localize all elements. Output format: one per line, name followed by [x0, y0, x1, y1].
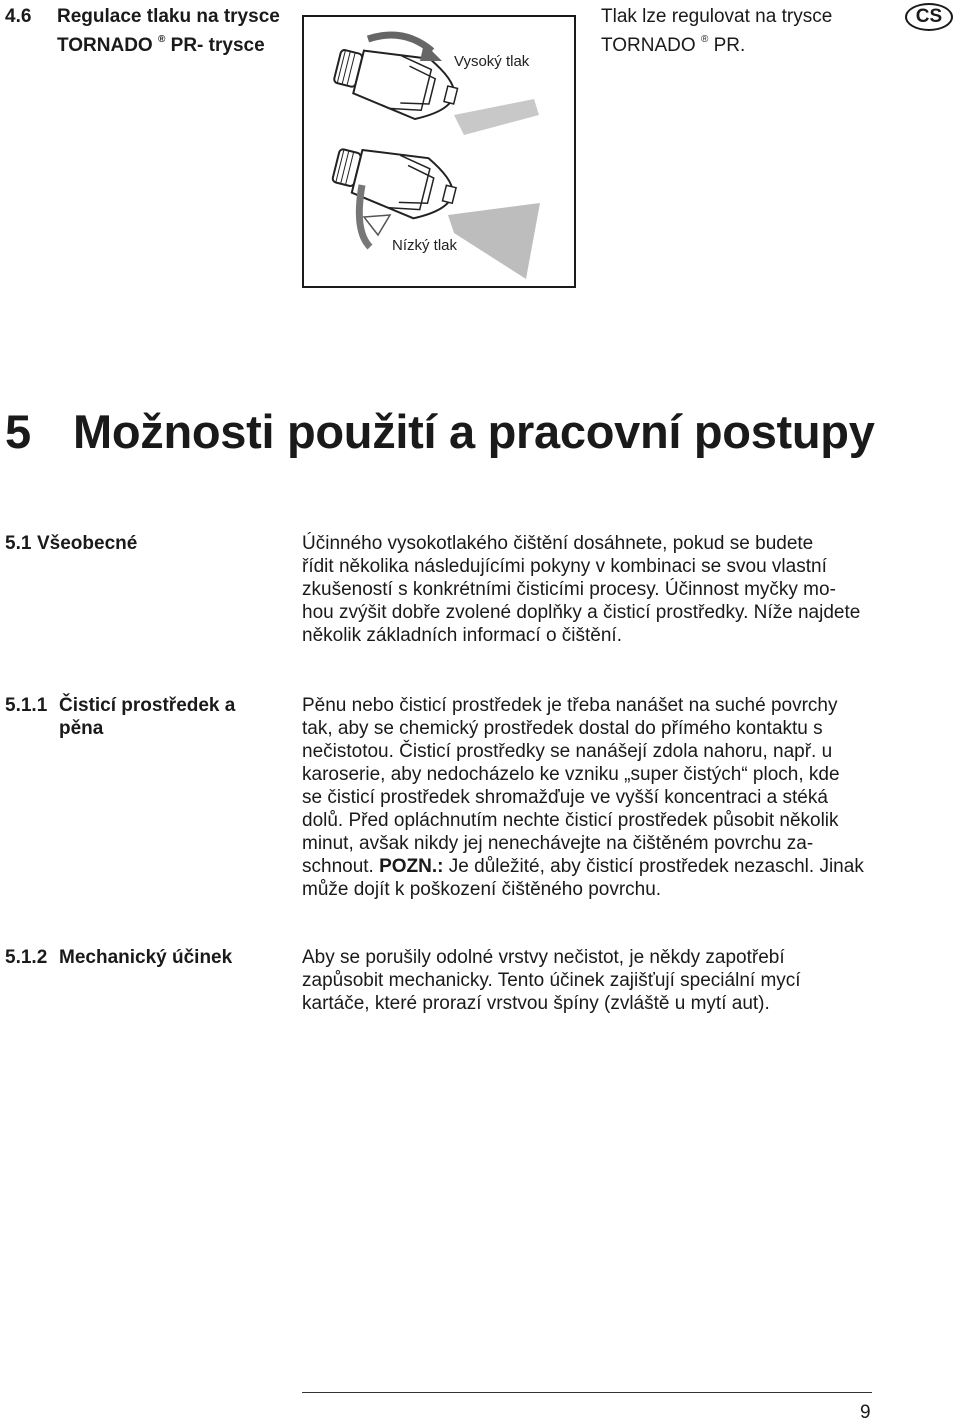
registered-mark-text: ® — [700, 34, 709, 45]
section-5-1-1-line: se čisticí prostředek shromažďuje ve vyšší koncentraci a stéká — [302, 787, 828, 808]
section-5-1-line: zkušeností s konkrétními čisticími procesy. Účinnost myčky mo- — [302, 579, 836, 600]
section-5-1-1-line: dolů. Před opláchnutím nechte čisticí prostředek působit několik — [302, 810, 839, 831]
chapter-heading — [5, 404, 875, 459]
section-5-1-1-title-cont: pěna — [59, 718, 104, 739]
lower-nozzle-icon — [328, 137, 461, 227]
section-5-1-1-line: tak, aby se chemický prostředek dostal do přímého kontaktu s — [302, 718, 823, 739]
section-4-6-title: Regulace tlaku na trysce — [57, 6, 280, 27]
section-4-6-title-line1 — [5, 5, 280, 28]
section-5-1-1-body — [302, 694, 882, 901]
high-pressure-spray — [454, 99, 539, 135]
section-5-1-title: Všeobecné — [37, 533, 138, 554]
section-5-1-line: hou zvýšit dobře zvolené doplňky a čisticí prostředky. Níže najdete — [302, 602, 861, 623]
nozzle-pressure-illustration — [302, 15, 576, 288]
note-label: POZN.: — [379, 856, 444, 877]
section-4-6-text-suffix: PR. — [713, 35, 746, 56]
section-5-1-1-line: minut, avšak nikdy jej nenechávejte na čištěném povrchu za- — [302, 833, 814, 854]
chapter-title: Možnosti použití a pracovní postupy — [73, 405, 875, 458]
section-5-1-1-line: karoserie, aby nedocházelo ke vzniku „super čistých“ ploch, kde — [302, 764, 840, 785]
language-badge: CS — [905, 3, 953, 31]
section-5-1-2-line: zapůsobit mechanicky. Tento účinek zajišťují speciální mycí — [302, 970, 801, 991]
section-5-1-1-number: 5.1.1 — [5, 695, 48, 716]
section-4-6-title-suffix: PR- trysce — [170, 35, 265, 56]
section-5-1-1-line: Pěnu nebo čisticí prostředek je třeba nanášet na suché povrchy — [302, 695, 838, 716]
section-5-1-1-heading — [5, 694, 235, 740]
upper-nozzle-icon — [329, 38, 462, 128]
section-5-1-1-title-line1 — [5, 694, 235, 717]
section-5-1-body — [302, 532, 882, 647]
section-5-1-1-line: může dojít k poškození čištěného povrchu. — [302, 879, 662, 900]
footer-rule — [302, 1392, 872, 1393]
tornado-brand: TORNADO — [57, 35, 153, 56]
section-5-1-line: Účinného vysokotlakého čištění dosáhnete, pokud se budete — [302, 533, 814, 554]
section-4-6-heading — [5, 5, 280, 57]
section-5-1-2-number: 5.1.2 — [5, 947, 48, 968]
section-4-6-text — [601, 5, 832, 57]
section-5-1-2-title: Mechanický účinek — [59, 947, 233, 968]
section-5-1-1-title: Čisticí prostředek a — [59, 695, 236, 716]
low-pressure-label: Nízký tlak — [392, 237, 458, 254]
low-pressure-spray — [448, 203, 540, 279]
high-pressure-label: Vysoký tlak — [454, 53, 530, 70]
section-5-1-line: několik základních informací o čištění. — [302, 625, 622, 646]
section-5-1-2-line: Aby se porušily odolné vrstvy nečistot, je někdy zapotřebí — [302, 947, 785, 968]
section-5-1-2-body — [302, 946, 882, 1015]
section-5-1-2-line: kartáče, které prorazí vrstvou špíny (zvláště u mytí aut). — [302, 993, 770, 1014]
page-number: 9 — [860, 1402, 871, 1423]
section-5-1-number: 5.1 — [5, 533, 32, 554]
section-5-1-heading — [5, 532, 137, 555]
section-5-1-1-line: nečistotou. Čisticí prostředky se nanášejí zdola nahoru, např. u — [302, 741, 833, 762]
registered-mark: ® — [158, 34, 166, 45]
section-5-1-2-heading — [5, 946, 232, 969]
line8-end: Je důležité, aby čisticí prostředek nezaschl. Jinak — [448, 856, 864, 877]
section-4-6-number: 4.6 — [5, 6, 32, 27]
rotate-arrow-high-icon — [368, 35, 432, 51]
section-4-6-text-line2 — [601, 28, 832, 57]
section-4-6-title-line2 — [5, 28, 280, 57]
tornado-brand-text: TORNADO — [601, 35, 696, 56]
section-5-1-line: řídit několika následujícími pokyny v kombinaci se svou vlastní — [302, 556, 827, 577]
section-4-6-text-line1: Tlak lze regulovat na trysce — [601, 6, 833, 27]
rotate-arrow-low-head — [364, 215, 390, 235]
section-5-1-1-line — [302, 855, 882, 878]
line8-start: schnout. — [302, 856, 374, 877]
chapter-number: 5 — [5, 405, 31, 458]
